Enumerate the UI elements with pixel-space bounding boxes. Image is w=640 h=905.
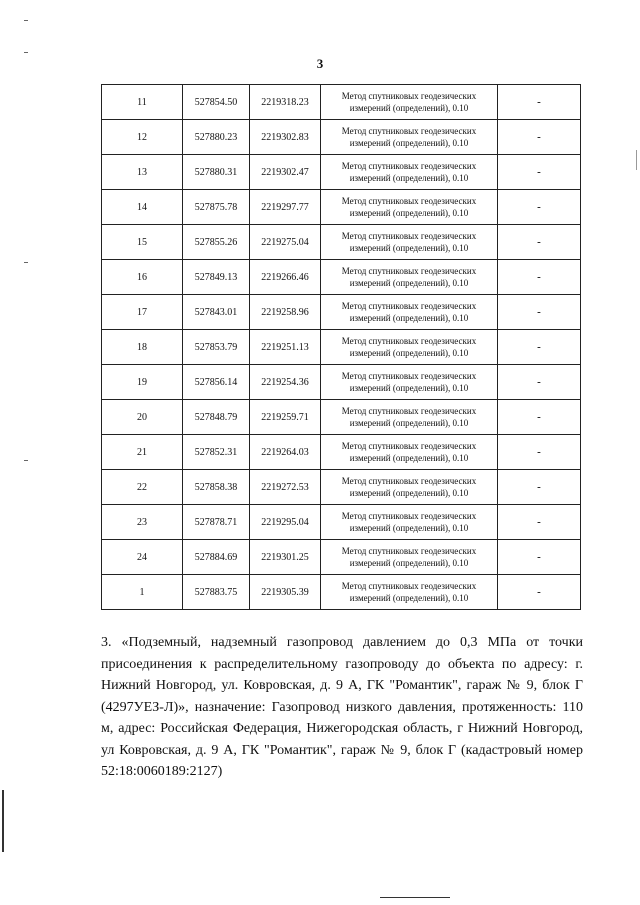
note-cell: - [498, 155, 581, 190]
table-row [102, 470, 581, 505]
x-coordinate-cell: 527880.31 [183, 155, 250, 190]
x-coordinate-cell: 527880.23 [183, 120, 250, 155]
x-coordinate-cell: 527883.75 [183, 575, 250, 610]
point-number-cell: 19 [102, 365, 183, 400]
point-number-cell: 1 [102, 575, 183, 610]
x-coordinate-cell: 527843.01 [183, 295, 250, 330]
note-cell: - [498, 575, 581, 610]
point-number-cell: 23 [102, 505, 183, 540]
x-coordinate-cell: 527855.26 [183, 225, 250, 260]
table-row [102, 190, 581, 225]
y-coordinate-cell: 2219264.03 [250, 435, 321, 470]
method-cell: Метод спутниковых геодезических измерений (определений), 0.10 [321, 470, 498, 505]
x-coordinate-cell: 527852.31 [183, 435, 250, 470]
note-cell: - [498, 505, 581, 540]
note-cell: - [498, 365, 581, 400]
note-cell: - [498, 470, 581, 505]
object-description-paragraph: 3. «Подземный, надземный газопровод давлением до 0,3 МПа от точки присоединения к распределительному газопроводу до объекта по адресу: г. Нижний Новгород, ул. Ковровская, д. 9 А, ГК "Романтик", гараж № 9, блок Г (4297УЕЗ-Л)», назначение: Газопровод низкого давления, протяженность: 110 м, адрес: Российская Федерация, Нижегородская область, г Нижний Новгород, ул Ковровская, д. 9 А, ГК "Романтик", гараж № 9, блок Г (кадастровый номер 52:18:0060189:2127) [101, 635, 583, 779]
method-cell: Метод спутниковых геодезических измерений (определений), 0.10 [321, 365, 498, 400]
point-number-cell: 12 [102, 120, 183, 155]
note-cell: - [498, 540, 581, 575]
method-cell: Метод спутниковых геодезических измерений (определений), 0.10 [321, 575, 498, 610]
point-number-cell: 18 [102, 330, 183, 365]
scan-edge-mark [2, 790, 4, 852]
table-row [102, 575, 581, 610]
note-cell: - [498, 85, 581, 120]
method-cell: Метод спутниковых геодезических измерений (определений), 0.10 [321, 400, 498, 435]
y-coordinate-cell: 2219302.47 [250, 155, 321, 190]
method-cell: Метод спутниковых геодезических измерений (определений), 0.10 [321, 155, 498, 190]
table-row [102, 540, 581, 575]
table-row [102, 365, 581, 400]
bottom-rule [380, 897, 450, 898]
y-coordinate-cell: 2219258.96 [250, 295, 321, 330]
y-coordinate-cell: 2219275.04 [250, 225, 321, 260]
table-row [102, 295, 581, 330]
y-coordinate-cell: 2219254.36 [250, 365, 321, 400]
scan-artifact [24, 460, 28, 461]
page-number: 3 [316, 56, 324, 71]
point-number-cell: 16 [102, 260, 183, 295]
method-cell: Метод спутниковых геодезических измерений (определений), 0.10 [321, 435, 498, 470]
x-coordinate-cell: 527853.79 [183, 330, 250, 365]
point-number-cell: 14 [102, 190, 183, 225]
x-coordinate-cell: 527884.69 [183, 540, 250, 575]
scan-artifact [24, 52, 28, 53]
note-cell: - [498, 400, 581, 435]
table-row [102, 505, 581, 540]
method-cell: Метод спутниковых геодезических измерений (определений), 0.10 [321, 505, 498, 540]
x-coordinate-cell: 527854.50 [183, 85, 250, 120]
scan-edge-mark [636, 150, 637, 170]
scan-artifact [24, 20, 28, 21]
x-coordinate-cell: 527849.13 [183, 260, 250, 295]
x-coordinate-cell: 527848.79 [183, 400, 250, 435]
table-row [102, 260, 581, 295]
table-row [102, 155, 581, 190]
point-number-cell: 20 [102, 400, 183, 435]
table-row [102, 120, 581, 155]
coordinates-table [101, 84, 581, 610]
note-cell: - [498, 330, 581, 365]
method-cell: Метод спутниковых геодезических измерений (определений), 0.10 [321, 85, 498, 120]
point-number-cell: 24 [102, 540, 183, 575]
method-cell: Метод спутниковых геодезических измерений (определений), 0.10 [321, 225, 498, 260]
y-coordinate-cell: 2219301.25 [250, 540, 321, 575]
point-number-cell: 13 [102, 155, 183, 190]
note-cell: - [498, 225, 581, 260]
method-cell: Метод спутниковых геодезических измерений (определений), 0.10 [321, 540, 498, 575]
note-cell: - [498, 120, 581, 155]
y-coordinate-cell: 2219295.04 [250, 505, 321, 540]
y-coordinate-cell: 2219259.71 [250, 400, 321, 435]
note-cell: - [498, 260, 581, 295]
method-cell: Метод спутниковых геодезических измерений (определений), 0.10 [321, 190, 498, 225]
y-coordinate-cell: 2219302.83 [250, 120, 321, 155]
method-cell: Метод спутниковых геодезических измерений (определений), 0.10 [321, 295, 498, 330]
note-cell: - [498, 190, 581, 225]
note-cell: - [498, 435, 581, 470]
method-cell: Метод спутниковых геодезических измерений (определений), 0.10 [321, 260, 498, 295]
y-coordinate-cell: 2219318.23 [250, 85, 321, 120]
x-coordinate-cell: 527856.14 [183, 365, 250, 400]
table-row [102, 225, 581, 260]
table-row [102, 330, 581, 365]
table-row [102, 400, 581, 435]
x-coordinate-cell: 527875.78 [183, 190, 250, 225]
table-row [102, 435, 581, 470]
point-number-cell: 22 [102, 470, 183, 505]
note-cell: - [498, 295, 581, 330]
point-number-cell: 15 [102, 225, 183, 260]
point-number-cell: 21 [102, 435, 183, 470]
y-coordinate-cell: 2219297.77 [250, 190, 321, 225]
method-cell: Метод спутниковых геодезических измерений (определений), 0.10 [321, 330, 498, 365]
coordinates-table-body [102, 85, 581, 610]
method-cell: Метод спутниковых геодезических измерений (определений), 0.10 [321, 120, 498, 155]
point-number-cell: 17 [102, 295, 183, 330]
y-coordinate-cell: 2219305.39 [250, 575, 321, 610]
x-coordinate-cell: 527858.38 [183, 470, 250, 505]
x-coordinate-cell: 527878.71 [183, 505, 250, 540]
y-coordinate-cell: 2219266.46 [250, 260, 321, 295]
y-coordinate-cell: 2219272.53 [250, 470, 321, 505]
table-row [102, 85, 581, 120]
scan-artifact [24, 262, 28, 263]
y-coordinate-cell: 2219251.13 [250, 330, 321, 365]
point-number-cell: 11 [102, 85, 183, 120]
